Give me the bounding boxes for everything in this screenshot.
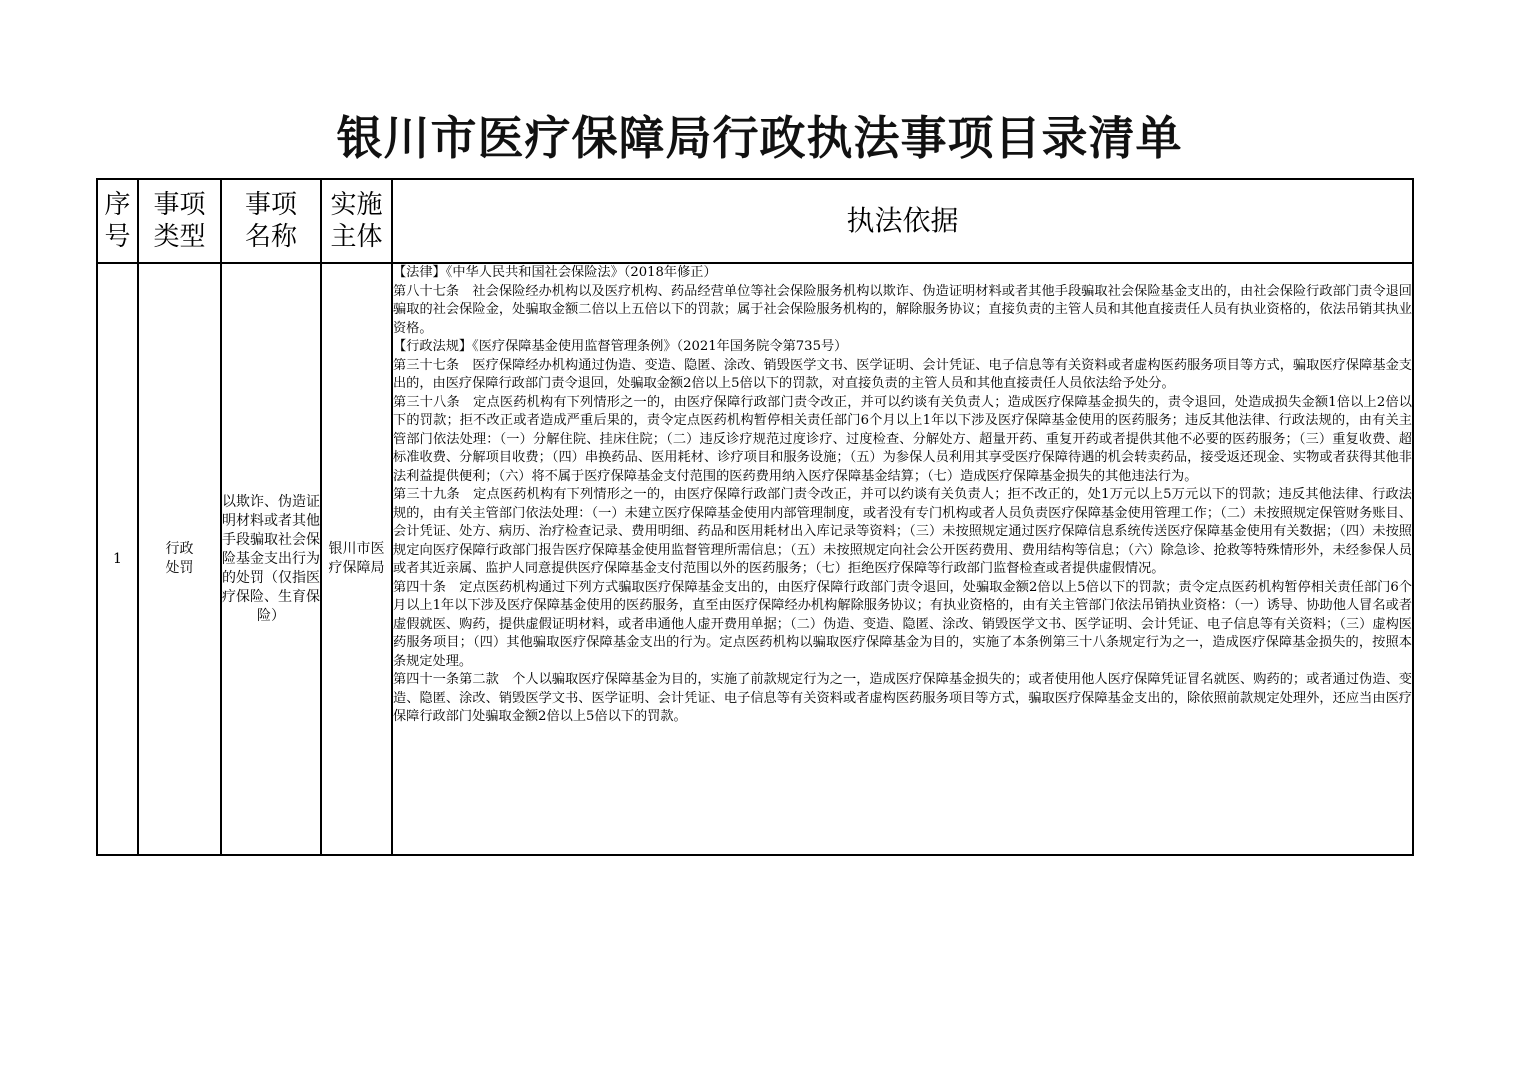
- header-seq-line2: 号: [104, 222, 131, 252]
- header-agency-line2: 主体: [330, 222, 383, 252]
- basis-article-37: 第三十七条 医疗保障经办机构通过伪造、变造、隐匿、涂改、销毁医学文书、医学证明、会计凭证、电子信息等有关资料或者虚构医药服务项目等方式，骗取医疗保障基金支出的，由医疗保障行政部门责令退回，处骗取金额2倍以上5倍以下的罚款，对直接负责的主管人员和其他直接责任人员依法给予处分。: [393, 357, 1412, 391]
- basis-regulation-heading: 【行政法规】《医疗保障基金使用监督管理条例》（2021年国务院令第735号）: [393, 339, 848, 354]
- basis-article-39: 第三十九条 定点医药机构有下列情形之一的，由医疗保障行政部门责令改正，并可以约谈有关负责人；拒不改正的，处1万元以上5万元以下的罚款；违反其他法律、行政法规的，由有关主管部门依法处理：（一）未建立医疗保障基金使用内部管理制度，或者没有专门机构或者人员负责医疗保障基金使用管理工作；（二）未按照规定保管财务账目、会计凭证、处方、病历、治疗检查记录、费用明细、药品和医用耗材出入库记录等资料；（三）未按照规定通过医疗保障信息系统传送医疗保障基金使用有关数据；（四）未按照规定向医疗保障行政部门报告医疗保障基金使用监督管理所需信息；（五）未按照规定向社会公开医药费用、费用结构等信息；（六）除急诊、抢救等特殊情形外，未经参保人员或者其近亲属、监护人同意提供医疗保障基金支付范围以外的医药服务；（七）拒绝医疗保障等行政部门监督检查或者提供虚假情况。: [393, 487, 1412, 576]
- header-basis: 执法依据: [392, 179, 1413, 263]
- basis-article-40: 第四十条 定点医药机构通过下列方式骗取医疗保障基金支出的，由医疗保障行政部门责令退回，处骗取金额2倍以上5倍以下的罚款；责令定点医药机构暂停相关责任部门6个月以上1年以下涉及医疗保障基金使用的医药服务，直至由医疗保障经办机构解除服务协议；有执业资格的，由有关主管部门依法吊销执业资格：（一）诱导、协助他人冒名或者虚假就医、购药，提供虚假证明材料，或者串通他人虚开费用单据；（二）伪造、变造、隐匿、涂改、销毁医学文书、医学证明、会计凭证、电子信息等有关资料；（三）虚构医药服务项目；（四）其他骗取医疗保障基金支出的行为。定点医药机构以骗取医疗保障基金为目的，实施了本条例第三十八条规定行为之一，造成医疗保障基金损失的，按照本条规定处理。: [393, 579, 1412, 669]
- header-seq: [97, 179, 138, 263]
- row-name: 以欺诈、伪造证明材料或者其他手段骗取社会保险基金支出行为的处罚（仅指医疗保险、生育保险）: [221, 263, 321, 855]
- basis-article-38: 第三十八条 定点医药机构有下列情形之一的，由医疗保障行政部门责令改正，并可以约谈有关负责人；造成医疗保障基金损失的，责令退回，处造成损失金额1倍以上2倍以下的罚款；拒不改正或者造成严重后果的，责令定点医药机构暂停相关责任部门6个月以上1年以下涉及医疗保障基金使用的医药服务；违反其他法律、行政法规的，由有关主管部门依法处理：（一）分解住院、挂床住院；（二）违反诊疗规范过度诊疗、过度检查、分解处方、超量开药、重复开药或者提供其他不必要的医药服务；（三）重复收费、超标准收费、分解项目收费；（四）串换药品、医用耗材、诊疗项目和服务设施；（五）为参保人员利用其享受医疗保障待遇的机会转卖药品，接受返还现金、实物或者获得其他非法利益提供便利；（六）将不属于医疗保障基金支付范围的医药费用纳入医疗保障基金结算；（七）造成医疗保障基金损失的其他违法行为。: [393, 394, 1412, 484]
- header-name-line2: 名称: [244, 222, 297, 252]
- basis-law-heading: 【法律】《中华人民共和国社会保险法》（2018年修正）: [393, 265, 717, 280]
- basis-article-41: 第四十一条第二款 个人以骗取医疗保障基金为目的，实施了前款规定行为之一，造成医疗保障基金损失的；或者使用他人医疗保障凭证冒名就医、购药的；或者通过伪造、变造、隐匿、涂改、销毁医学文书、医学证明、会计凭证、电子信息等有关资料或者虚构医药服务项目等方式，骗取医疗保障基金支出的，除依照前款规定处理外，还应当由医疗保障行政部门处骗取金额2倍以上5倍以下的罚款。: [393, 672, 1412, 724]
- row-agency: 银川市医疗保障局: [321, 263, 392, 855]
- basis-article-87: 第八十七条 社会保险经办机构以及医疗机构、药品经营单位等社会保险服务机构以欺诈、伪造证明材料或者其他手段骗取社会保险基金支出的，由社会保险行政部门责令退回骗取的社会保险金，处骗取金额二倍以上五倍以下的罚款；属于社会保险服务机构的，解除服务协议；直接负责的主管人员和其他直接责任人员有执业资格的，依法吊销其执业资格。: [393, 283, 1412, 336]
- page-title: 银川市医疗保障局行政执法事项目录清单: [336, 111, 1183, 165]
- catalog-table: [96, 178, 1414, 856]
- header-row: [97, 179, 1413, 263]
- row-type: 行政处罚: [138, 263, 221, 855]
- header-agency-line1: 实施: [330, 190, 383, 220]
- header-type-line2: 类型: [153, 222, 206, 252]
- row-seq: 1: [97, 263, 138, 855]
- header-seq-line1: 序: [104, 190, 131, 220]
- header-type: [138, 179, 221, 263]
- header-agency: [321, 179, 392, 263]
- header-name-line1: 事项: [244, 190, 297, 220]
- row-basis: [392, 263, 1413, 855]
- header-name: [221, 179, 321, 263]
- header-type-line1: 事项: [153, 190, 206, 220]
- table-row: [97, 263, 1413, 855]
